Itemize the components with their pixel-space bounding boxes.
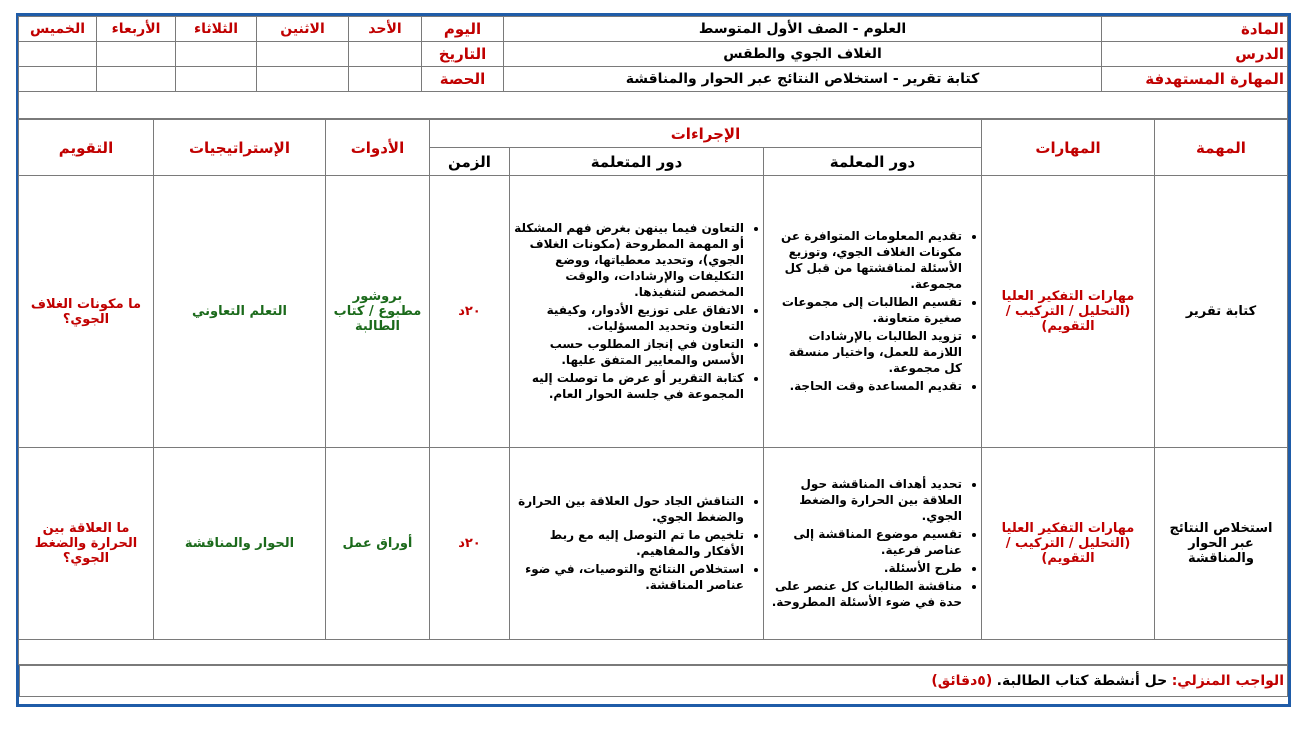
date-cell-5 bbox=[19, 42, 97, 67]
period-label: الحصة bbox=[422, 67, 504, 92]
day-monday: الاثنين bbox=[257, 17, 349, 42]
task-cell: كتابة تقرير bbox=[1155, 176, 1288, 448]
teacher-role-cell bbox=[764, 448, 982, 640]
skills-cell: مهارات التفكير العليا (التحليل / التركيب / التقويم) bbox=[982, 176, 1155, 448]
list-item: • مناقشة الطالبات كل عنصر على حدة في ضوء الأسئلة المطروحة. bbox=[767, 578, 962, 610]
lesson-plan-frame bbox=[16, 13, 1291, 707]
list-item: • الاتفاق على توزيع الأدوار، وكيفية التعاون وتحديد المسؤليات. bbox=[513, 302, 744, 334]
evaluation-cell: ما العلاقة بين الحرارة والضغط الجوي؟ bbox=[18, 448, 153, 640]
period-cell-2 bbox=[257, 67, 349, 92]
homework-text: حل أنشطة كتاب الطالبة. bbox=[996, 673, 1168, 689]
subject-value: العلوم - الصف الأول المتوسط bbox=[504, 17, 1102, 42]
header-table bbox=[18, 16, 1288, 119]
col-strategies: الإستراتيجيات bbox=[153, 120, 325, 176]
date-cell-3 bbox=[176, 42, 257, 67]
list-item: • تقسيم موضوع المناقشة إلى عناصر فرعية. bbox=[767, 526, 962, 558]
skill-label: المهارة المستهدفة bbox=[1102, 67, 1288, 92]
skill-value: كتابة تقرير - استخلاص النتائج عبر الحوار والمناقشة bbox=[504, 67, 1102, 92]
list-item: • التناقش الجاد حول العلاقة بين الحرارة والضغط الجوي. bbox=[513, 493, 744, 525]
homework-time: (٥دقائق) bbox=[931, 673, 993, 689]
day-wednesday: الأربعاء bbox=[97, 17, 176, 42]
col-procedures: الإجراءات bbox=[429, 120, 981, 148]
col-teacher-role: دور المعلمة bbox=[764, 148, 982, 176]
procedures-table bbox=[18, 119, 1288, 665]
list-item: • تحديد أهداف المناقشة حول العلاقة بين الحرارة والضغط الجوي. bbox=[767, 476, 962, 524]
task-cell: استخلاص النتائج عبر الحوار والمناقشة bbox=[1155, 448, 1288, 640]
teacher-role-cell bbox=[764, 176, 982, 448]
homework-cell bbox=[20, 666, 1288, 697]
evaluation-cell: ما مكونات الغلاف الجوي؟ bbox=[18, 176, 153, 448]
subject-label: المادة bbox=[1102, 17, 1288, 42]
day-thursday: الخميس bbox=[19, 17, 97, 42]
homework-label: الواجب المنزلي: bbox=[1171, 673, 1284, 689]
time-cell: ٢٠د bbox=[429, 176, 509, 448]
time-cell: ٢٠د bbox=[429, 448, 509, 640]
date-cell-1 bbox=[349, 42, 422, 67]
day-sunday: الأحد bbox=[349, 17, 422, 42]
list-item: • تزويد الطالبات بالإرشادات اللازمة للعمل، واختيار منسقة كل مجموعة. bbox=[767, 328, 962, 376]
col-time: الزمن bbox=[429, 148, 509, 176]
lesson-label: الدرس bbox=[1102, 42, 1288, 67]
list-item: • التعاون في إنجاز المطلوب حسب الأسس والمعايير المتفق عليها. bbox=[513, 336, 744, 368]
student-role-cell bbox=[510, 176, 764, 448]
list-item: • تقسيم الطالبات إلى مجموعات صغيرة متعاونة. bbox=[767, 294, 962, 326]
day-label: اليوم bbox=[422, 17, 504, 42]
date-label: التاريخ bbox=[422, 42, 504, 67]
period-cell-1 bbox=[349, 67, 422, 92]
col-evaluation: التقويم bbox=[18, 120, 153, 176]
table-row bbox=[18, 448, 1287, 640]
period-cell-4 bbox=[97, 67, 176, 92]
list-item: • كتابة التقرير أو عرض ما توصلت إليه المجموعة في جلسة الحوار العام. bbox=[513, 370, 744, 402]
list-item: • تلخيص ما تم التوصل إليه مع ربط الأفكار والمفاهيم. bbox=[513, 527, 744, 559]
strategy-cell: التعلم التعاوني bbox=[153, 176, 325, 448]
col-student-role: دور المتعلمة bbox=[510, 148, 764, 176]
skills-cell: مهارات التفكير العليا (التحليل / التركيب / التقويم) bbox=[982, 448, 1155, 640]
period-cell-5 bbox=[19, 67, 97, 92]
list-item: • استخلاص النتائج والتوصيات، في ضوء عناصر المناقشة. bbox=[513, 561, 744, 593]
day-tuesday: الثلاثاء bbox=[176, 17, 257, 42]
list-item: • تقديم المعلومات المتوافرة عن مكونات الغلاف الجوي، وتوزيع الأسئلة لمناقشتها من قبل كل مجموعة. bbox=[767, 228, 962, 292]
col-task: المهمة bbox=[1155, 120, 1288, 176]
tools-cell: أوراق عمل bbox=[325, 448, 429, 640]
col-skills: المهارات bbox=[982, 120, 1155, 176]
header-spacer bbox=[19, 92, 1288, 119]
footer-spacer bbox=[18, 640, 1287, 665]
list-item: • طرح الأسئلة. bbox=[767, 560, 962, 576]
strategy-cell: الحوار والمناقشة bbox=[153, 448, 325, 640]
table-row bbox=[18, 176, 1287, 448]
list-item: • التعاون فيما بينهن بغرض فهم المشكلة أو المهمة المطروحة (مكونات الغلاف الجوي)، وتحديد معطياتها، ووضع التكليفات والإرشادات، والوقت المخصص لتنفيذها. bbox=[513, 220, 744, 300]
homework-table bbox=[19, 665, 1288, 697]
lesson-value: الغلاف الجوي والطقس bbox=[504, 42, 1102, 67]
student-role-cell bbox=[510, 448, 764, 640]
list-item: • تقديم المساعدة وقت الحاجة. bbox=[767, 378, 962, 394]
col-tools: الأدوات bbox=[325, 120, 429, 176]
period-cell-3 bbox=[176, 67, 257, 92]
date-cell-4 bbox=[97, 42, 176, 67]
date-cell-2 bbox=[257, 42, 349, 67]
tools-cell: بروشور مطبوع / كتاب الطالبة bbox=[325, 176, 429, 448]
